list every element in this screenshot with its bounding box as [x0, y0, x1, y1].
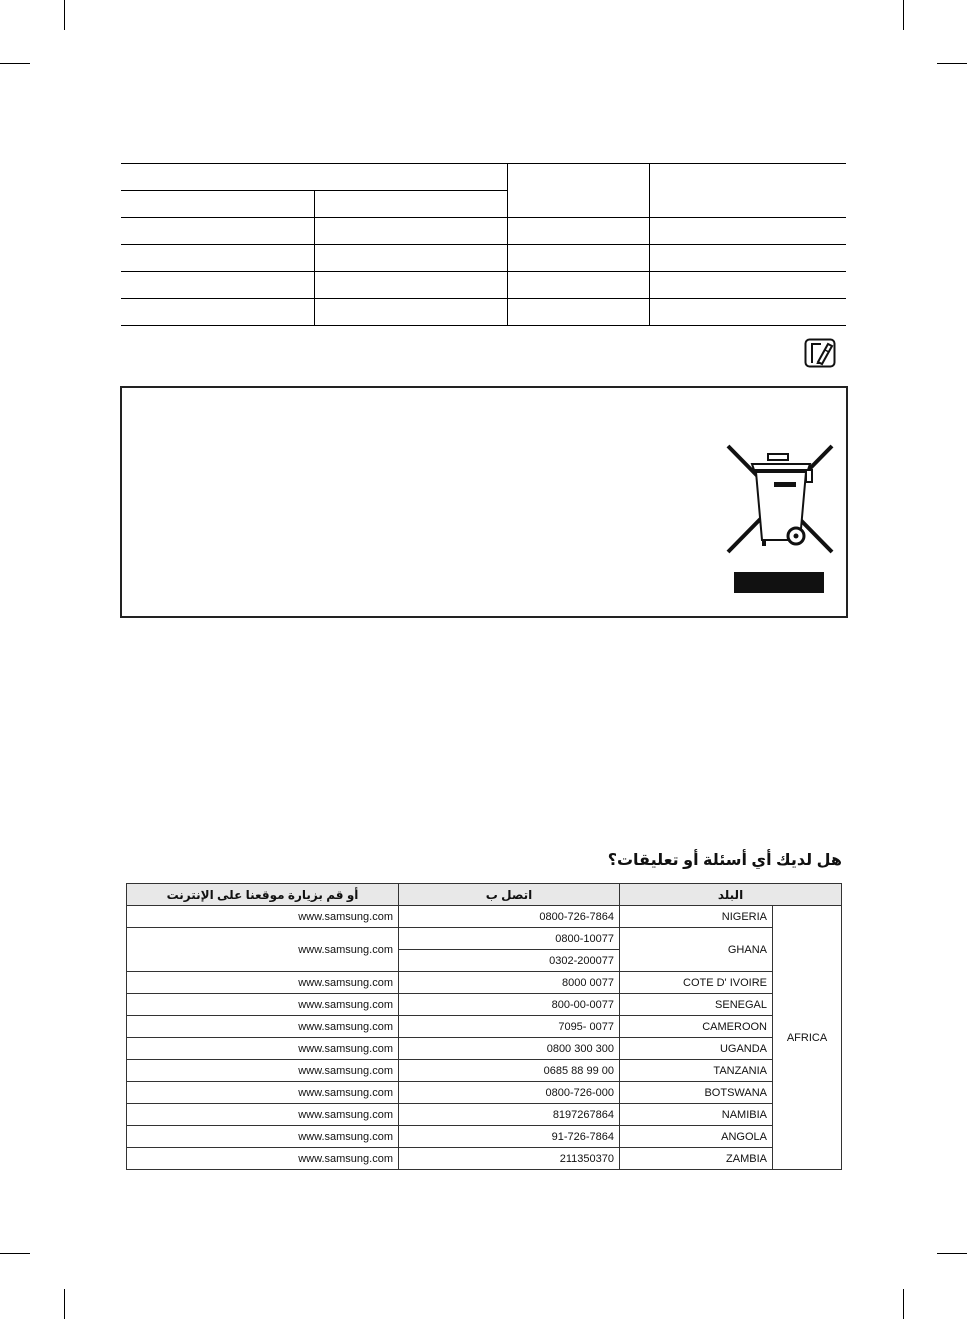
crop-mark [903, 1289, 904, 1319]
table-row [127, 906, 842, 928]
country-cell: ANGOLA [620, 1126, 773, 1148]
country-cell: COTE D' IVOIRE [620, 972, 773, 994]
crossed-out-wheelie-bin-icon [722, 440, 838, 560]
crop-mark [903, 0, 904, 30]
crop-mark [0, 1253, 30, 1254]
phone-cell: 91-726-7864 [399, 1126, 620, 1148]
country-cell: ZAMBIA [620, 1148, 773, 1170]
header-web: أو قم بزيارة موقعنا على الإنترنت [127, 884, 399, 906]
spec-cell [121, 191, 314, 218]
country-cell: CAMEROON [620, 1016, 773, 1038]
spec-cell [121, 272, 314, 299]
spec-cell [121, 218, 314, 245]
table-row [127, 994, 842, 1016]
web-cell[interactable]: www.samsung.com [127, 994, 399, 1016]
crop-mark [937, 63, 967, 64]
table-row [127, 1148, 842, 1170]
spec-cell [649, 272, 846, 299]
crop-mark [64, 0, 65, 30]
web-cell[interactable]: www.samsung.com [127, 1104, 399, 1126]
contact-table [126, 883, 842, 1170]
table-row [127, 1060, 842, 1082]
spec-cell [649, 218, 846, 245]
phone-cell: 0685 88 99 00 [399, 1060, 620, 1082]
spec-cell [649, 164, 846, 218]
note-pencil-icon [804, 338, 836, 368]
phone-cell: 8000 0077 [399, 972, 620, 994]
spec-cell [507, 164, 649, 218]
region-cell: AFRICA [773, 906, 842, 1170]
spec-cell [314, 272, 507, 299]
table-row [127, 1126, 842, 1148]
web-cell[interactable]: www.samsung.com [127, 1038, 399, 1060]
spec-cell [314, 299, 507, 326]
phone-cell: 8197267864 [399, 1104, 620, 1126]
crop-mark [64, 1289, 65, 1319]
spec-cell [507, 245, 649, 272]
spec-cell [507, 272, 649, 299]
contact-question-heading: هل لديك أي أسئلة أو تعليقات؟ [607, 852, 842, 869]
country-cell: TANZANIA [620, 1060, 773, 1082]
header-call: اتصل ب [399, 884, 620, 906]
phone-cell: 7095- 0077 [399, 1016, 620, 1038]
phone-cell: 800-00-0077 [399, 994, 620, 1016]
web-cell[interactable]: www.samsung.com [127, 1016, 399, 1038]
table-header-row [127, 884, 842, 906]
phone-cell: 0302-200077 [399, 950, 620, 972]
country-cell: SENEGAL [620, 994, 773, 1016]
spec-cell [121, 299, 314, 326]
spec-cell [121, 164, 507, 191]
country-cell: GHANA [620, 928, 773, 972]
spec-cell [314, 245, 507, 272]
web-cell[interactable]: www.samsung.com [127, 1082, 399, 1104]
header-country: البلد [620, 884, 842, 906]
table-row [127, 972, 842, 994]
table-row [127, 928, 842, 950]
web-cell[interactable]: www.samsung.com [127, 972, 399, 994]
phone-cell: 211350370 [399, 1148, 620, 1170]
spec-table [121, 163, 846, 326]
spec-cell [314, 218, 507, 245]
disposal-label-bar [734, 572, 824, 593]
web-cell[interactable]: www.samsung.com [127, 928, 399, 972]
web-cell[interactable]: www.samsung.com [127, 906, 399, 928]
phone-cell: 0800-726-000 [399, 1082, 620, 1104]
country-cell: UGANDA [620, 1038, 773, 1060]
table-row [127, 1038, 842, 1060]
spec-cell [507, 299, 649, 326]
phone-cell: 0800 300 300 [399, 1038, 620, 1060]
web-cell[interactable]: www.samsung.com [127, 1126, 399, 1148]
spec-cell [314, 191, 507, 218]
spec-cell [649, 299, 846, 326]
table-row [127, 1016, 842, 1038]
crop-mark [0, 63, 30, 64]
spec-cell [649, 245, 846, 272]
web-cell[interactable]: www.samsung.com [127, 1060, 399, 1082]
phone-cell: 0800-726-7864 [399, 906, 620, 928]
web-cell[interactable]: www.samsung.com [127, 1148, 399, 1170]
table-row [127, 1104, 842, 1126]
table-row [127, 1082, 842, 1104]
country-cell: NIGERIA [620, 906, 773, 928]
spec-cell [507, 218, 649, 245]
country-cell: BOTSWANA [620, 1082, 773, 1104]
country-cell: NAMIBIA [620, 1104, 773, 1126]
crop-mark [937, 1253, 967, 1254]
phone-cell: 0800-10077 [399, 928, 620, 950]
spec-cell [121, 245, 314, 272]
